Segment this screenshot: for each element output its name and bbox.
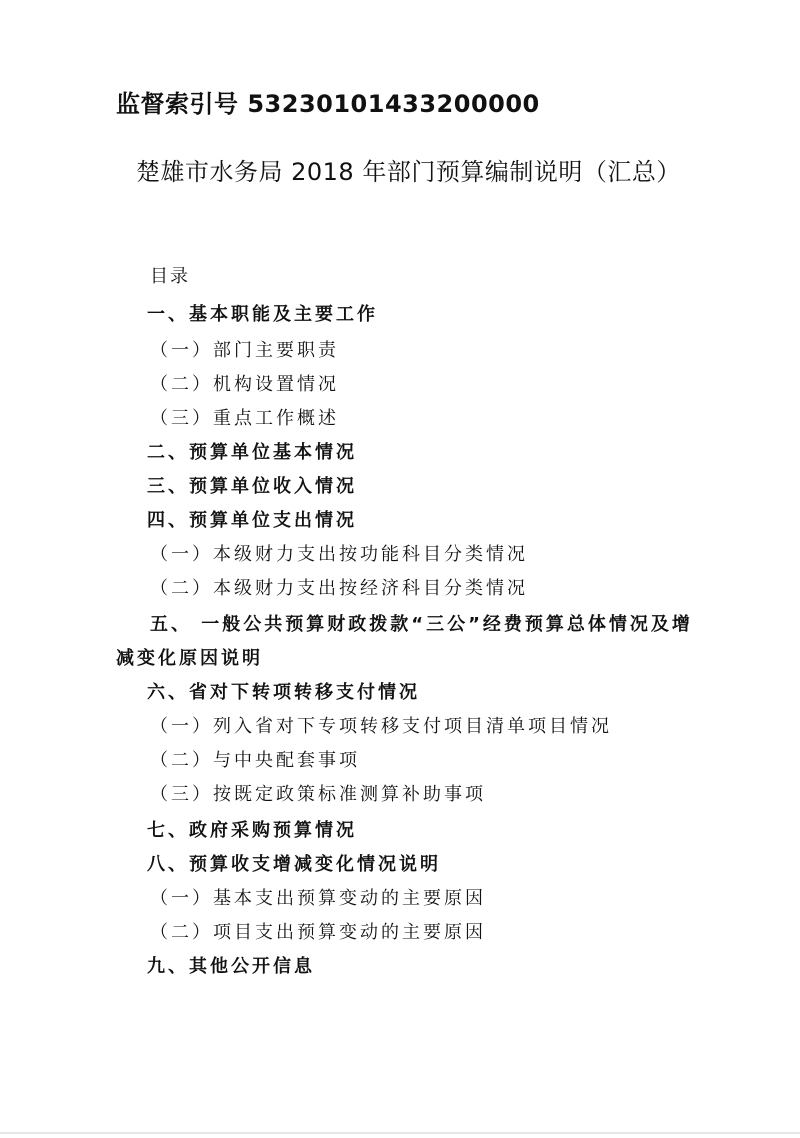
toc-item-section-1-3: （三）重点工作概述 bbox=[150, 408, 339, 429]
toc-item-section-5: 五、 一般公共预算财政拨款“三公”经费预算总体情况及增 bbox=[150, 614, 693, 635]
toc-heading: 目录 bbox=[150, 266, 190, 287]
toc-item-section-6-3: （三）按既定政策标准测算补助事项 bbox=[150, 784, 486, 805]
toc-item-section-4: 四、预算单位支出情况 bbox=[147, 510, 357, 531]
supervision-index-number: 监督索引号 53230101433200000 bbox=[116, 90, 540, 118]
toc-item-section-4-2: （二）本级财力支出按经济科目分类情况 bbox=[150, 578, 528, 599]
toc-item-section-1-1: （一）部门主要职责 bbox=[150, 340, 339, 361]
toc-item-section-1: 一、基本职能及主要工作 bbox=[147, 304, 378, 325]
toc-item-section-8-2: （二）项目支出预算变动的主要原因 bbox=[150, 922, 486, 943]
document-title: 楚雄市水务局 2018 年部门预算编制说明（汇总） bbox=[136, 158, 681, 186]
toc-item-section-3: 三、预算单位收入情况 bbox=[147, 476, 357, 497]
toc-item-section-8-1: （一）基本支出预算变动的主要原因 bbox=[150, 888, 486, 909]
toc-item-section-8: 八、预算收支增减变化情况说明 bbox=[147, 854, 441, 875]
toc-item-section-6-2: （二）与中央配套事项 bbox=[150, 750, 360, 771]
toc-item-section-2: 二、预算单位基本情况 bbox=[147, 442, 357, 463]
toc-item-section-1-2: （二）机构设置情况 bbox=[150, 374, 339, 395]
toc-item-section-5-continued: 减变化原因说明 bbox=[116, 648, 263, 669]
scan-edge-line bbox=[0, 1132, 800, 1134]
toc-item-section-6-1: （一）列入省对下专项转移支付项目清单项目情况 bbox=[150, 716, 612, 737]
toc-item-section-6: 六、省对下转项转移支付情况 bbox=[147, 682, 420, 703]
toc-item-section-9: 九、其他公开信息 bbox=[147, 956, 315, 977]
toc-item-section-4-1: （一）本级财力支出按功能科目分类情况 bbox=[150, 544, 528, 565]
toc-item-section-7: 七、政府采购预算情况 bbox=[147, 820, 357, 841]
